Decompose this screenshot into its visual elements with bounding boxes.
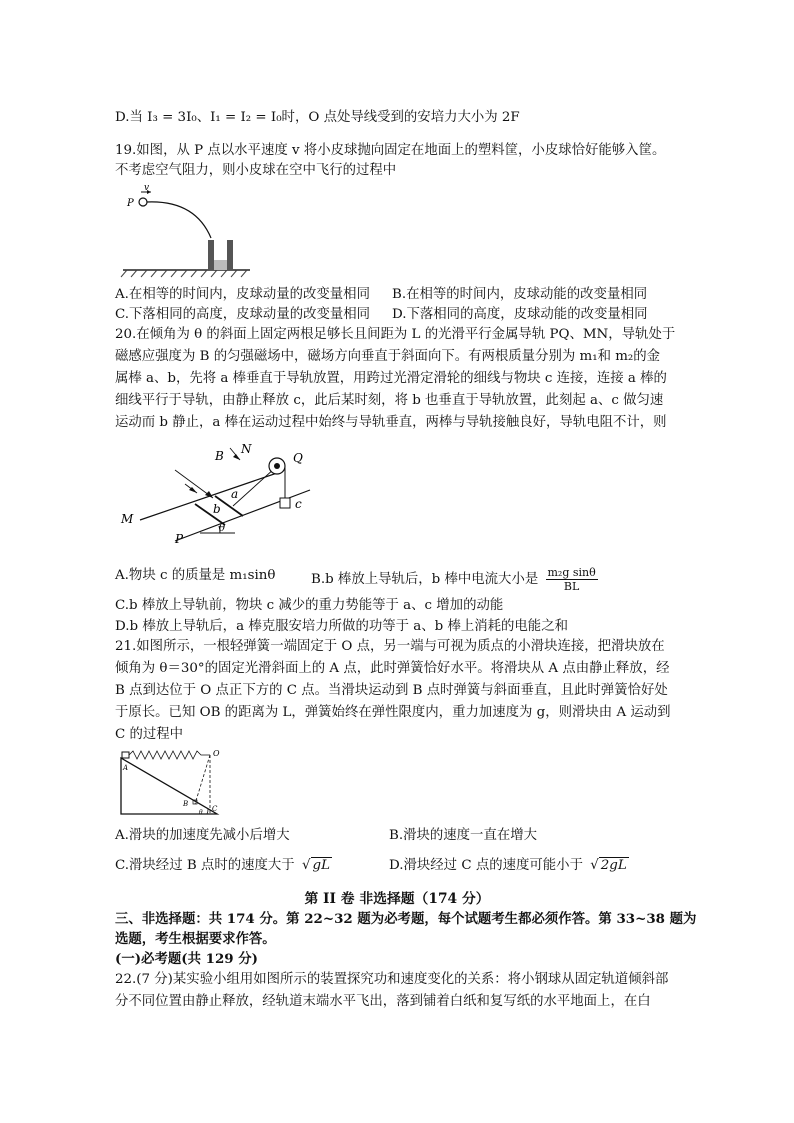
q20-n-label: N (241, 442, 252, 456)
q19-stem-line2: 不考虑空气阻力，则小皮球在空中飞行的过程中 (115, 163, 397, 178)
q21-option-d-sqrt-sign: √ (590, 858, 599, 873)
q20-stem-line5: 运动而 b 静止，a 棒在运动过程中始终与导轨垂直，两棒与导轨接触良好，导轨电阻不计，则 (115, 415, 667, 430)
q21-option-d-text: D.滑块经过 C 点的速度可能小于 (389, 858, 583, 873)
q20-m-label: M (121, 512, 134, 526)
q21-option-a: A.滑块的加速度先减小后增大 (115, 828, 290, 843)
q20-theta-label: θ (219, 523, 226, 534)
q21-stem-line4: 于原长。已知 OB 的距离为 L，弹簧始终在弹性限度内，重力加速度为 g，则滑块由 A 运动到 (115, 705, 671, 720)
q20-option-c: C.b 棒放上导轨前，物块 c 减少的重力势能等于 a、c 增加的动能 (115, 598, 504, 613)
q20-option-a: A.物块 c 的质量是 m₁sinθ (115, 568, 276, 583)
q20-option-b-fraction (546, 566, 598, 593)
q21-theta-label: θ (199, 809, 203, 816)
q19-option-d: D.下落相同的高度，皮球动能的改变量相同 (392, 307, 648, 322)
q21-option-d-radicand: 2gL (600, 858, 627, 873)
q21-option-b: B.滑块的速度一直在增大 (389, 828, 538, 843)
q21-a-label: A (123, 764, 129, 772)
q21-stem-line5: C 的过程中 (115, 727, 184, 742)
q21-stem-line3: B 点到达位于 O 点正下方的 C 点。当滑块运动到 B 点时弹簧与斜面垂直，且此时弹簧恰好处 (115, 683, 668, 698)
q22-line1: 22.(7 分)某实验小组用如图所示的装置探究功和速度变化的关系：将小钢球从固定轨道倾斜部 (115, 972, 669, 987)
q20-stem-line4: 细线平行于导轨，由静止释放 c，此后某时刻，将 b 也垂直于导轨放置，此刻起 a、c 做匀速 (115, 393, 664, 408)
q20-option-b-text: B.b 棒放上导轨后，b 棒中电流大小是 (311, 572, 539, 587)
q20-option-d: D.b 棒放上导轨后，a 棒克服安培力所做的功等于 a、b 棒上消耗的电能之和 (115, 619, 568, 634)
q21-option-c-radicand: gL (312, 858, 330, 873)
q20-a-label: a (231, 487, 239, 501)
q21-option-c-text: C.滑块经过 B 点时的速度大于 (115, 858, 295, 873)
q20-option-b (311, 566, 598, 593)
q22-line2: 分不同位置由静止释放，经轨道末端水平飞出，落到铺着白纸和复写纸的水平地面上，在白 (115, 994, 651, 1009)
q21-option-c-sqrt-sign: √ (301, 858, 311, 873)
q21-b-label: B (183, 800, 189, 808)
q19-option-b: B.在相等的时间内，皮球动能的改变量相同 (392, 287, 648, 302)
part-three-intro-line1: 三、非选择题：共 174 分。第 22~32 题为必考题，每个试题考生都必须作答。第 33~38 题为 (115, 911, 697, 927)
q20-stem-line2: 磁感应强度为 B 的匀强磁场中，磁场方向垂直于斜面向下。有两根质量分别为 m₁和 m₂的金 (115, 349, 661, 364)
q20-figure (115, 438, 315, 550)
q19-figure (115, 180, 255, 280)
part-three-intro-line2: 选题，考生根据要求作答。 (115, 931, 276, 947)
q20-b-rod-label: b (213, 502, 221, 516)
q20-q-label: Q (293, 451, 303, 465)
q20-stem-line3: 属棒 a、b，先将 a 棒垂直于导轨放置，用跨过光滑定滑轮的细线与物块 c 连接，连接 a 棒的 (115, 371, 667, 386)
q19-v-label: v (144, 183, 150, 193)
q20-stem-line1: 20.在倾角为 θ 的斜面上固定两根足够长且间距为 L 的光滑平行金属导轨 PQ、MN，导轨处于 (115, 327, 676, 342)
q19-option-a: A.在相等的时间内，皮球动量的改变量相同 (115, 287, 370, 302)
q21-stem-line2: 倾角为 θ＝30°的固定光滑斜面上的 A 点，此时弹簧恰好水平。将滑块从 A 点由静止释放，经 (115, 661, 670, 676)
q20-c-label: c (295, 497, 302, 511)
q21-option-c (115, 856, 332, 876)
q21-figure (115, 748, 227, 818)
q20-b-field-label: B (215, 449, 224, 463)
q19-option-c: C.下落相同的高度，皮球动量的改变量相同 (115, 307, 371, 322)
q19-p-label: P (127, 198, 134, 209)
q19-stem-line1: 19.如图，从 P 点以水平速度 v 将小皮球抛向固定在地面上的塑料筐，小皮球恰好能够入筐。 (115, 143, 666, 158)
required-questions-heading: (一)必考题(共 129 分) (115, 951, 258, 967)
q21-stem-line1: 21.如图所示，一根轻弹簧一端固定于 O 点，另一端与可视为质点的小滑块连接，把滑块放在 (115, 639, 665, 654)
q21-c-label: C (212, 805, 218, 813)
q21-o-label: O (213, 749, 220, 758)
q20-option-b-denominator: BL (563, 580, 580, 593)
section-ii-title: 第 II 卷 非选择题（174 分） (304, 891, 490, 907)
q18-option-d: D.当 I₃ = 3I₀、I₁ = I₂ = I₀时，O 点处导线受到的安培力大小为 2F (115, 110, 520, 125)
q20-p-label: P (175, 532, 184, 546)
q20-option-b-numerator: m₂g sinθ (547, 566, 596, 579)
q21-option-d (389, 856, 629, 876)
